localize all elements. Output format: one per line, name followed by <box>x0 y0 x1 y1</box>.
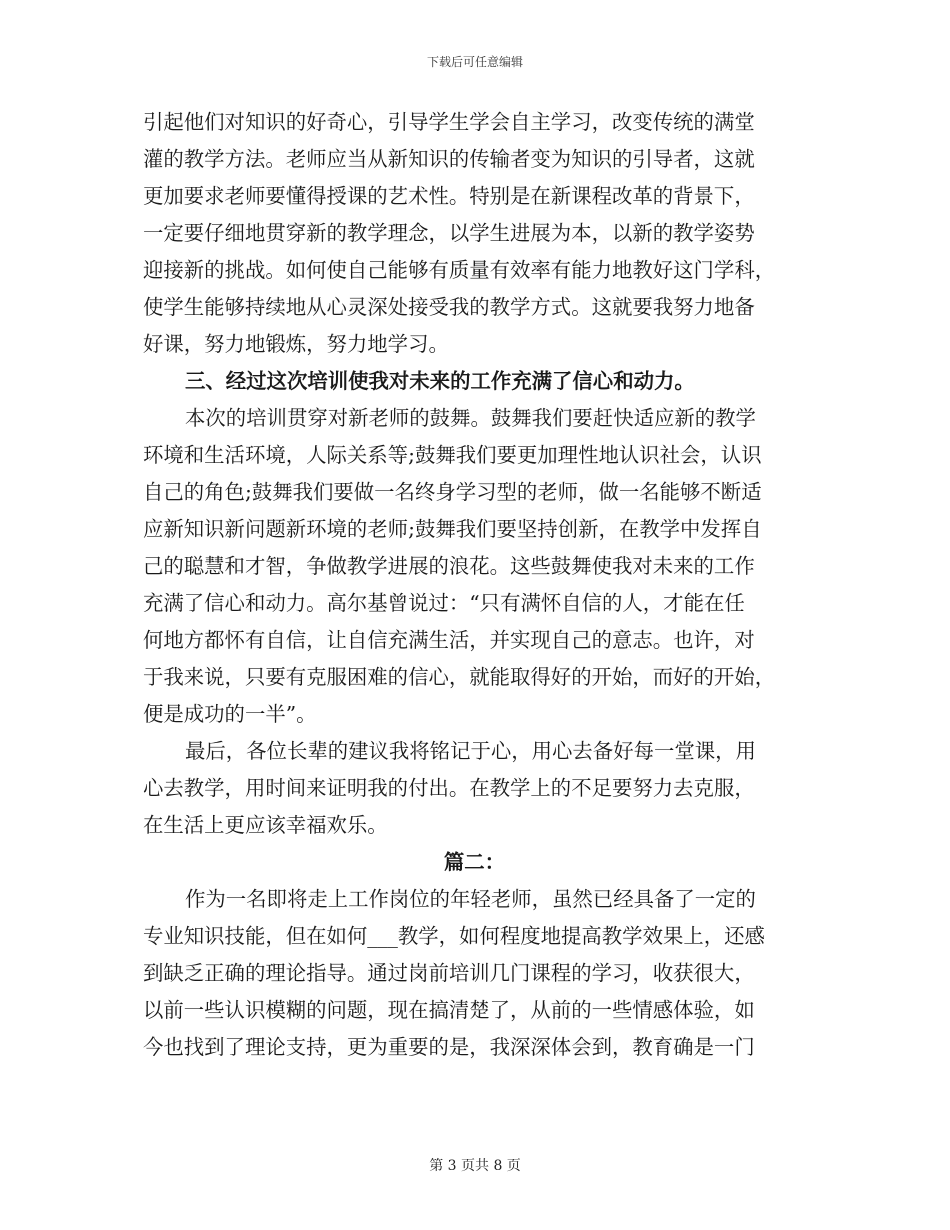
section-title: 篇二： <box>443 850 506 874</box>
text-line: 充满了信心和动力。高尔基曾说过：“只有满怀自信的人，才能在任 <box>143 591 745 615</box>
text-line: 以前一些认识模糊的问题，现在搞清楚了，从前的一些情感体验，如 <box>143 998 755 1022</box>
paragraph-start-line: 本次的培训贯穿对新老师的鼓舞。鼓舞我们要赶快适应新的教学 <box>185 406 756 430</box>
text-line: 己的聪慧和才智，争做教学进展的浪花。这些鼓舞使我对未来的工作 <box>143 554 755 578</box>
text-line: 专业知识技能，但在如何___教学，如何程度地提高教学效果上，还感 <box>143 924 765 948</box>
text-line: 灌的教学方法。老师应当从新知识的传输者变为知识的引导者，这就 <box>143 147 755 171</box>
text-line: 自己的角色;鼓舞我们要做一名终身学习型的老师，做一名能够不断适 <box>143 480 762 504</box>
text-line: 更加要求老师要懂得授课的艺术性。特别是在新课程改革的背景下， <box>143 184 755 208</box>
text-line: 到缺乏正确的理论指导。通过岗前培训几门课程的学习，收获很大， <box>143 961 755 985</box>
text-line: 引起他们对知识的好奇心，引导学生学会自主学习，改变传统的满堂 <box>143 110 755 134</box>
text-line: 好课，努力地锻炼，努力地学习。 <box>143 332 449 356</box>
text-line: 何地方都怀有自信，让自信充满生活，并实现自己的意志。也许，对 <box>143 628 755 652</box>
text-line: 心去教学，用时间来证明我的付出。在教学上的不足要努力去克服， <box>143 776 755 800</box>
text-line: 环境和生活环境，人际关系等;鼓舞我们要更加理性地认识社会，认识 <box>143 443 762 467</box>
text-line: 一定要仔细地贯穿新的教学理念，以学生进展为本，以新的教学姿势 <box>143 221 755 245</box>
text-line: 使学生能够持续地从心灵深处接受我的教学方式。这就要我努力地备 <box>143 295 755 319</box>
text-line: 应新知识新问题新环境的老师;鼓舞我们要坚持创新，在教学中发挥自 <box>143 517 762 541</box>
document-body <box>143 104 806 1066</box>
text-line: 迎接新的挑战。如何使自己能够有质量有效率有能力地教好这门学科， <box>143 258 776 282</box>
page-header: 下载后可任意编辑 <box>426 55 523 69</box>
paragraph-start-line: 作为一名即将走上工作岗位的年轻老师，虽然已经具备了一定的 <box>185 887 756 911</box>
text-line: 今也找到了理论支持，更为重要的是，我深深体会到，教育确是一门 <box>143 1035 755 1059</box>
text-line: 在生活上更应该幸福欢乐。 <box>143 813 388 837</box>
section-heading: 三、经过这次培训使我对未来的工作充满了信心和动力。 <box>185 369 695 393</box>
text-line: 于我来说，只要有克服困难的信心，就能取得好的开始，而好的开始， <box>143 665 776 689</box>
page-footer: 第 3 页共 8 页 <box>429 1158 521 1174</box>
text-line: 便是成功的一半”。 <box>143 702 317 726</box>
paragraph-start-line: 最后，各位长辈的建议我将铭记于心，用心去备好每一堂课，用 <box>185 739 756 763</box>
